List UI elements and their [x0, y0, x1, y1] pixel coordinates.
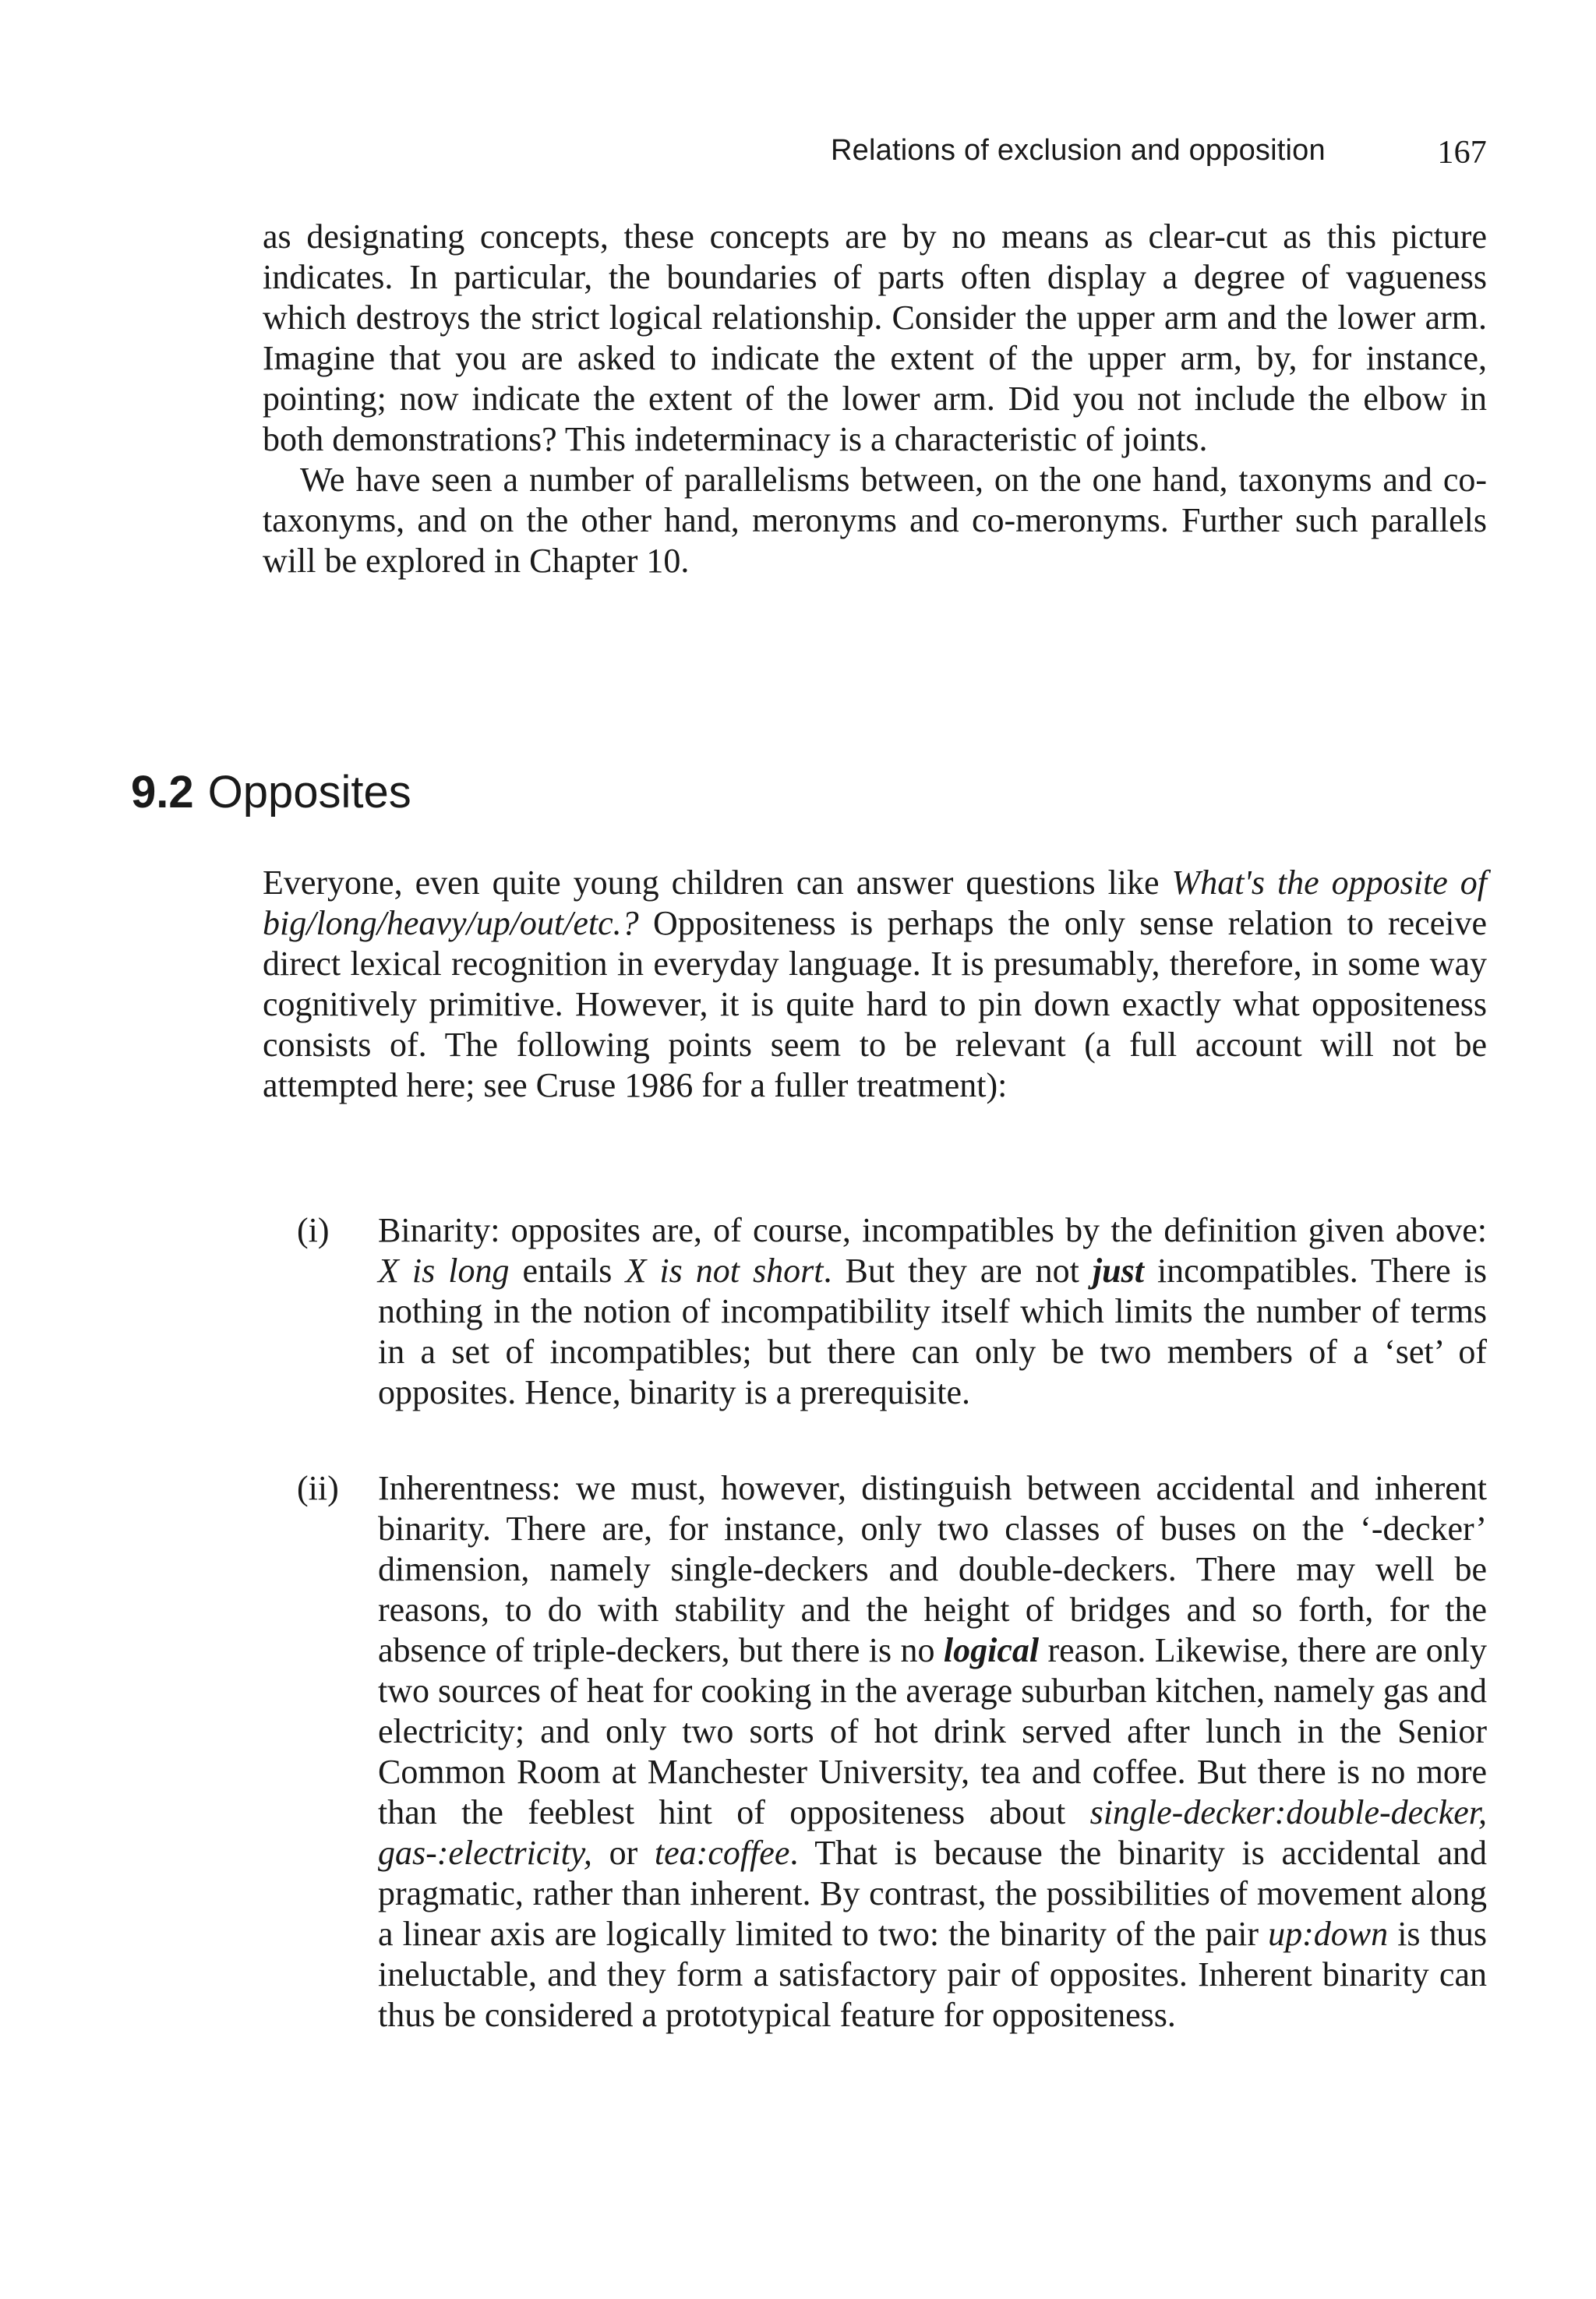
list-marker: (ii) [297, 1469, 339, 1507]
list-item [263, 1210, 1487, 1413]
continued-section-text [263, 217, 1487, 581]
item-text: Binarity: opposites are, of course, incompatibles by the definition given above: [378, 1211, 1487, 1249]
item-text: or [591, 1834, 655, 1872]
item-text: Inherentness: we must, however, distinguish between accidental and inherent binarity. There are, for instance, only two classes of buses on the ‘-decker’ dimension, namely single-deckers and double-deckers. There may well be reasons, to do with stability and the height of bridges and so forth, for the absence of triple-deckers, but there is no [378, 1469, 1487, 1669]
section-intro [263, 863, 1487, 1106]
section-number: 9.2 [131, 767, 194, 818]
intro-text-1: Everyone, even quite young children can answer questions like [263, 863, 1172, 902]
item-text: is thus ineluctable, and they form a satisfactory pair of opposites. Inherent binarity can thus be considered a prototypical feature for oppositeness. [378, 1915, 1487, 2034]
item-italic: X is long [378, 1252, 510, 1290]
section-title: Opposites [207, 767, 411, 818]
item-text: incompatibles. There is nothing in the notion of incompatibility itself which limits the number of terms in a set of incompatibles; but there can only be two members of a ‘set’ of opposites. Hence, binarity is a prerequisite. [378, 1252, 1487, 1411]
item-text: . That is because the binarity is accidental and pragmatic, rather than inherent. By contrast, the possibilities of movement along a linear axis are logically limited to two: the binarity of the pair [378, 1834, 1488, 1953]
list-item [263, 1468, 1487, 2036]
item-italic: tea:coffee [654, 1834, 790, 1872]
item-italic: single-decker:double-decker, gas-:electricity, [378, 1793, 1487, 1872]
list-marker: (i) [297, 1211, 330, 1249]
paragraph-continuation: as designating concepts, these concepts are by no means as clear-cut as this picture indicates. In particular, the boundaries of parts often display a degree of vagueness which destroys the strict logical relationship. Consider the upper arm and the lower arm. Imagine that you are asked to indicate the extent of the upper arm, by, for instance, pointing; now indicate the extent of the lower arm. Did you not include the elbow in both demonstrations? This indeterminacy is a characteristic of joints. [263, 217, 1487, 458]
paragraph-intro [263, 863, 1487, 1106]
intro-question-italic: What's the opposite of big/long/heavy/up/out/etc.? [263, 863, 1487, 942]
running-head-title: Relations of exclusion and opposition [831, 134, 1326, 167]
item-text: . But they are not [823, 1252, 1093, 1290]
item-bold-italic: logical [943, 1631, 1040, 1669]
section-heading [131, 766, 411, 818]
item-italic: up:down [1268, 1915, 1389, 1953]
page-number: 167 [1437, 135, 1487, 171]
paragraph-parallelisms: We have seen a number of parallelisms between, on the one hand, taxonyms and co-taxonyms, and on the other hand, meronyms and co-meronyms. Further such parallels will be explored in Chapter 10. [263, 461, 1487, 580]
intro-text-2: Oppositeness is perhaps the only sense relation to receive direct lexical recognition in everyday language. It is presumably, therefore, in some way cognitively primitive. However, it is quite hard to pin down exactly what oppositeness consists of. The following points seem to be relevant (a full account will not be attempted here; see Cruse 1986 for a fuller treatment): [263, 904, 1487, 1104]
item-text: entails [509, 1252, 626, 1290]
item-italic: X is not short [625, 1252, 824, 1290]
item-text: reason. Likewise, there are only two sources of heat for cooking in the average suburban kitchen, namely gas and electricity; and only two sorts of hot drink served after lunch in the Senior Common Room at Manchester University, tea and coffee. But there is no more than the feeblest hint of oppositeness about [378, 1631, 1487, 1831]
item-bold-italic: just [1092, 1252, 1144, 1290]
